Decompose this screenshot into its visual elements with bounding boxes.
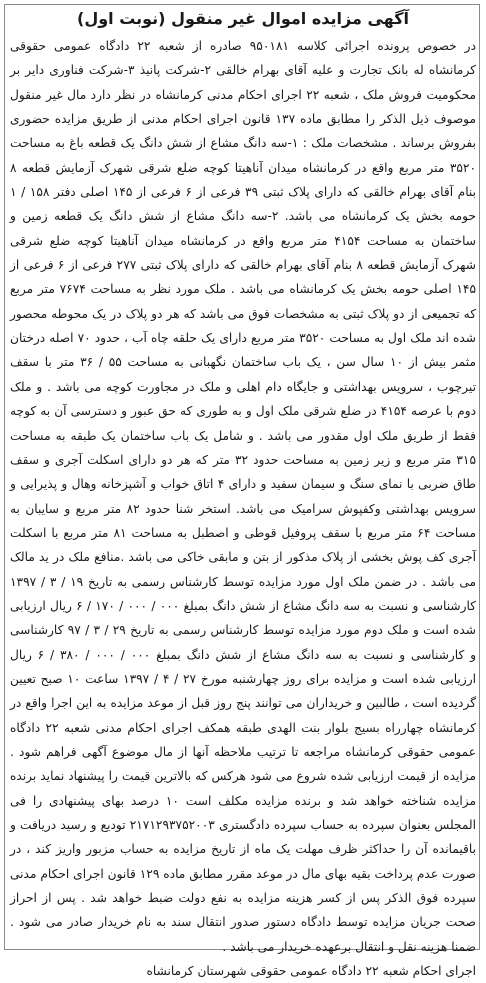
notice-signature: اجرای احکام شعبه ۲۲ دادگاه عمومی حقوقی شهرستان کرمانشاه: [146, 964, 476, 979]
notice-body: در خصوص پرونده اجرائی کلاسه ۹۵۰۱۸۱ صادره از شعبه ۲۲ دادگاه عمومی حقوقی کرمانشاه له بانک تجارت و علیه آقای بهرام خالقی ۲-شرکت پانیذ ۳-شرکت فناوری دایر بر محکومیت فروش ملک ، شعبه ۲۲ اجرای احکام مدنی کرمانشاه در نظر دارد مال غیر منقول موصوف ذیل الذکر را مطابق ماده ۱۳۷ قانون اجرای احکام مدنی از طریق مزایده حضوری بفروش برساند . مشخصات ملک : ۱-سه دانگ مشاع از شش دانگ یک قطعه باغ به مساحت ۳۵۲۰ متر مربع واقع در کرمانشاه میدان آناهیتا کوچه ضلع شرقی شهرک آزمایش قطعه ۸ بنام آقای بهرام خالقی که دارای پلاک ثبتی ۳۹ فرعی از ۶ فرعی از ۱۴۵ اصلی دفتر ۱۵۸ / ۱ حومه بخش یک کرمانشاه می باشد. ۲-سه دانگ مشاع از شش دانگ یک قطعه زمین و ساختمان به مساحت ۴۱۵۴ متر مربع واقع در کرمانشاه میدان آناهیتا کوچه ضلع شرقی شهرک آزمایش قطعه ۸ بنام آقای بهرام خالقی که دارای پلاک ثبتی ۲۷۷ فرعی از ۶ فرعی از ۱۴۵ اصلی حومه بخش یک کرمانشاه می باشد . ملک مورد نظر به مساحت ۷۶۷۴ متر مربع که تجمیعی از دو پلاک ثبتی به مشخصات فوق می باشد که هر دو پلاک در یک محوطه محصور شده اند ملک اول به مساحت ۳۵۲۰ متر مربع دارای یک حلقه چاه آب ، حدود ۷۰ اصله درختان مثمر بیش از ۱۰ سال سن ، یک باب ساختمان نگهبانی به مساحت ۵۵ / ۳۶ متر با سقف تیرچوب ، سرویس بهداشتی و جایگاه دام اهلی و ملک در مجاورت کوچه می باشد . و ملک دوم با عرصه ۴۱۵۴ در ضلع شرقی ملک اول و به طوری که حق عبور و دسترسی آن به کوچه فقط از طریق ملک اول مقدور می باشد . و شامل یک باب ساختمان یک طبقه به مساحت ۳۱۵ متر مربع و زیر زمین به مساحت حدود ۳۲ متر که هر دو دارای اسکلت آجری و سقف طاق ضربی با نمای سنگ و سیمان سفید و دارای ۴ اتاق خواب و آشپزخانه وهال و پذیرایی و سرویس بهداشتی وکفپوش سرامیک می باشد. استخر شنا حدود ۸۲ متر مربع و سایبان به مساحت ۶۴ متر مربع با سقف پروفیل قوطی و اصطبل به مساحت ۸۱ متر مربع با اسکلت آجری کف پوش بخشی از پلاک مذکور از بتن و مابقی خاکی می باشد .منافع ملک در ید مالک می باشد . در ضمن ملک اول مورد مزایده توسط کارشناس رسمی به تاریخ ۱۹ / ۳ / ۱۳۹۷ کارشناسی و نسبت به سه دانگ مشاع از شش دانگ بمبلغ ۰۰۰ / ۰۰۰ / ۱۷۰ / ۶ ریال ارزیابی شده است و ملک دوم مورد مزایده توسط کارشناس رسمی به تاریخ ۲۹ / ۳ / ۹۷ کارشناسی و کارشناسی و نسبت به سه دانگ مشاع از شش دانگ بمبلغ ۰۰۰ / ۰۰۰ / ۳۸۰ / ۶ ریال ارزیابی شده است و مزایده برای روز چهارشنبه مورخ ۲۷ / ۴ / ۱۳۹۷ ساعت ۱۰ صبح تعیین گردیده است ، طالبین و خریداران می توانند پنج روز قبل از موعد مزایده به این اجرا واقع در کرمانشاه چهارراه بسیج بلوار بنت الهدی طبقه همکف اجرای احکام مدنی شعبه ۲۲ دادگاه عمومی حقوقی کرمانشاه مراجعه تا ترتیب ملاحظه آنها از مال موضوع آگهی فراهم شود . مزایده از قیمت ارزیابی شده شروع می شود هرکس که بالاترین قیمت را پیشنهاد نماید برنده مزایده شناخته خواهد شد و برنده مزایده مکلف است ۱۰ درصد بهای پیشنهادی را فی المجلس بعنوان سپرده به حساب سپرده دادگستری ۲۱۷۱۲۹۳۷۵۲۰۰۳ تودیع و رسید دریافت و باقیمانده آن را حداکثر ظرف مهلت یک ماه از تاریخ مزایده به حساب مزبور واریز کند ، در صورت عدم پرداخت بقیه بهای مال در موعد مقرر مطابق ماده ۱۲۹ قانون اجرای احکام مدنی سپرده فوق الذکر پس از کسر هزینه مزایده به نفع دولت ضبط خواهد شد . پس از احراز صحت جریان مزایده توسط دادگاه دستور صدور انتقال سند به نام خریدار صادر می شود . ضمنا هزینه نقل و انتقال برعهده خریدار می باشد .: [10, 39, 477, 954]
auction-notice: [10, 6, 476, 983]
notice-title: آگهی مزایده اموال غیر منقول (نوبت اول): [77, 9, 409, 28]
